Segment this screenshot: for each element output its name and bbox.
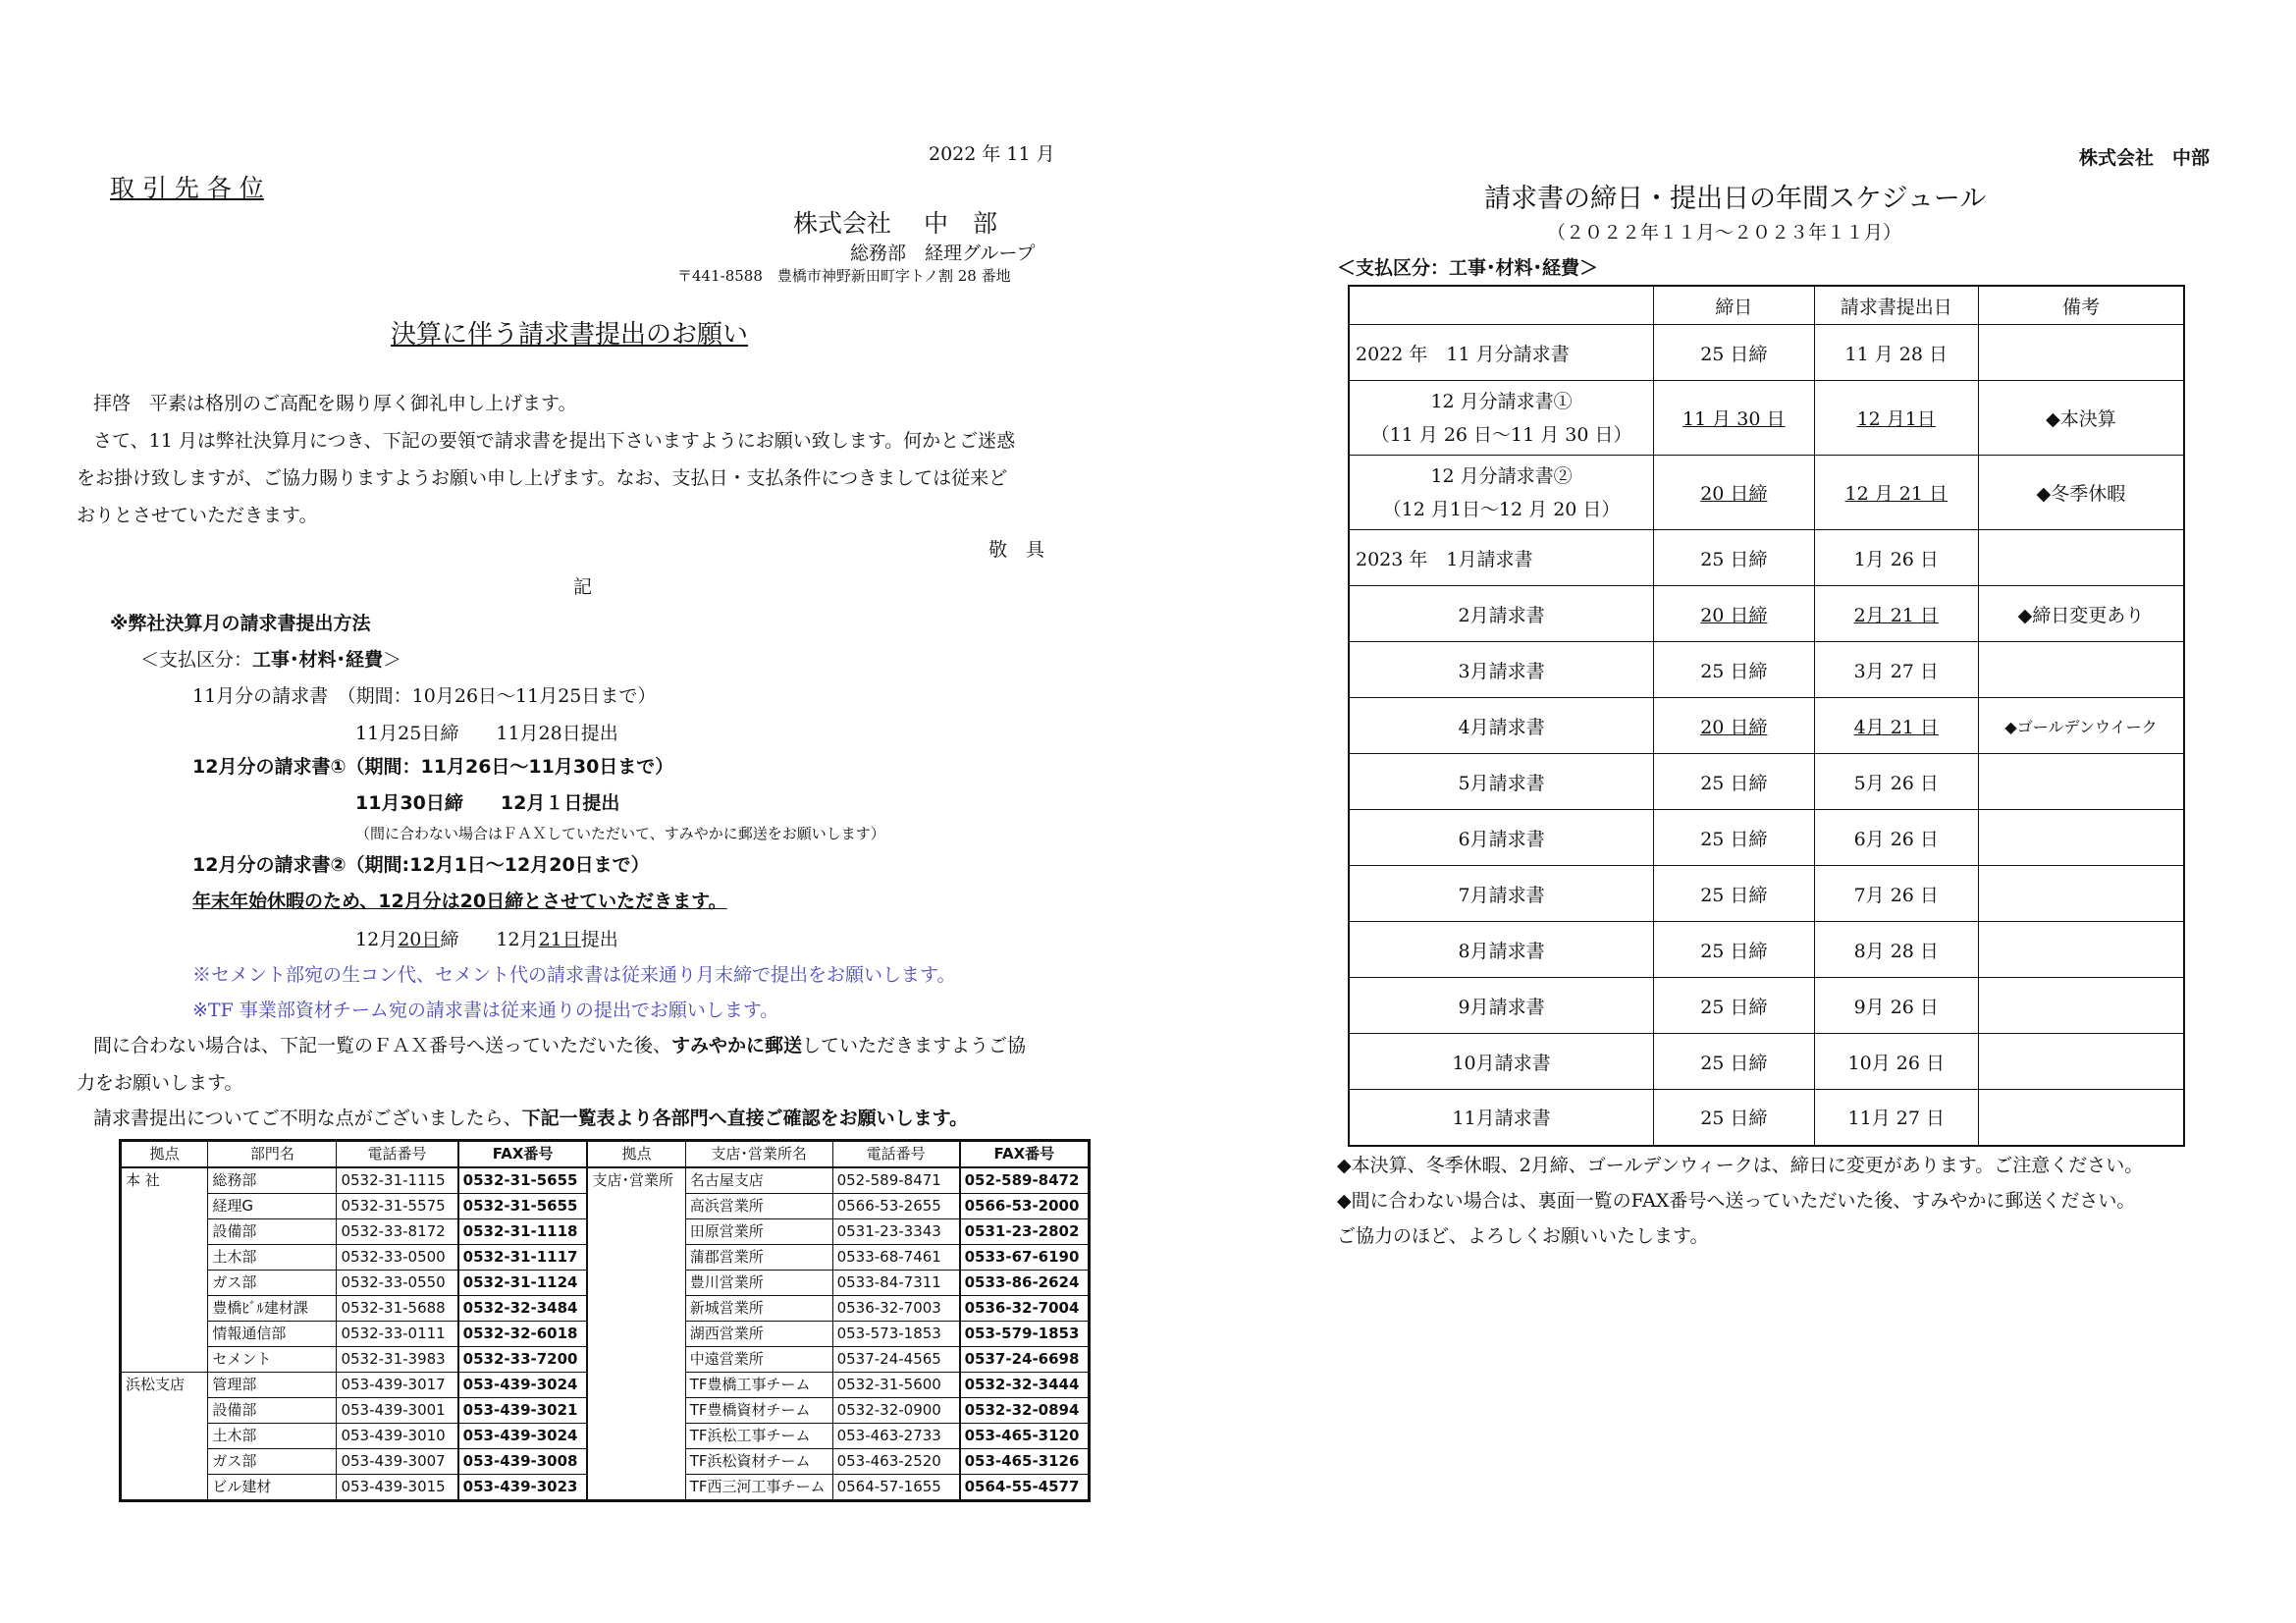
remarks: [1978, 810, 2184, 866]
branch-name: TF浜松資材チーム: [685, 1449, 832, 1475]
schedule-label-main: 12 月分請求書②: [1430, 464, 1573, 487]
close-date: 11 月 30 日: [1682, 408, 1786, 430]
close-date-cell: [1654, 866, 1814, 922]
schedule-label: 3月請求書: [1349, 642, 1654, 698]
submit-date: 11 月 28 日: [1844, 343, 1948, 365]
branch-name: TF西三河工事チーム: [685, 1475, 832, 1501]
header-base: 拠点: [121, 1141, 208, 1168]
schedule-title: 請求書の締日・提出日の年間スケジュール: [1484, 184, 1987, 214]
schedule-category: ＜支払区分：工事･材料･経費＞: [1337, 257, 1599, 279]
schedule-row: [1349, 866, 2184, 922]
close-date: 25 日締: [1700, 1052, 1768, 1074]
header-remarks: 備考: [1978, 286, 2184, 325]
contact-row: [121, 1167, 1090, 1194]
submit-date: 4月 21 日: [1853, 716, 1939, 738]
branch-phone: 0532-31-5600: [832, 1373, 960, 1398]
branch-phone: 053-573-1853: [832, 1322, 960, 1347]
schedule-label: 11月請求書: [1349, 1090, 1654, 1146]
remarks: [1978, 922, 2184, 978]
tf-note: ※TF 事業部資材チーム宛の請求書は従来通りの提出でお願いします。: [192, 1000, 779, 1021]
submit-date: 2月 21 日: [1853, 604, 1939, 626]
recipient-heading: 取 引 先 各 位: [110, 174, 264, 202]
branch-name: 高浜営業所: [685, 1194, 832, 1219]
dept-name: 総務部: [208, 1167, 337, 1194]
close-date: 25 日締: [1700, 884, 1768, 906]
body-paragraph-line2: をお掛け致しますが、ご協力賜りますようお願い申し上げます。なお、支払日・支払条件につきましては従来ど: [77, 467, 1008, 489]
close-date: 25 日締: [1700, 996, 1768, 1018]
branch-phone: 053-463-2520: [832, 1449, 960, 1475]
submit-date: 7月 26 日: [1853, 884, 1939, 906]
schedule-row: [1349, 978, 2184, 1034]
sender-company: 株式会社 中 部: [793, 209, 997, 238]
remarks: [1978, 642, 2184, 698]
schedule-label: 5月請求書: [1349, 754, 1654, 810]
header-submit-date: 請求書提出日: [1814, 286, 1978, 325]
branch-name: 田原営業所: [685, 1219, 832, 1245]
schedule-label: 6月請求書: [1349, 810, 1654, 866]
phone-number: 0532-33-8172: [337, 1219, 458, 1245]
close-date: 25 日締: [1700, 828, 1768, 850]
submit-date-cell: [1814, 810, 1978, 866]
dept-name: ガス部: [208, 1449, 337, 1475]
header-branch: 支店･営業所名: [685, 1141, 832, 1168]
schedule-row: [1349, 698, 2184, 754]
close-date: 25 日締: [1700, 660, 1768, 682]
branch-phone: 0537-24-4565: [832, 1347, 960, 1373]
branch-phone: 0566-53-2655: [832, 1194, 960, 1219]
branch-fax: 0564-55-4577: [960, 1475, 1090, 1501]
close-date-cell: [1654, 642, 1814, 698]
branch-phone: 0564-57-1655: [832, 1475, 960, 1501]
branch-fax: 0537-24-6698: [960, 1347, 1090, 1373]
branch-phone: 0533-68-7461: [832, 1245, 960, 1271]
submit-date: 12 月1日: [1856, 408, 1936, 430]
sender-address: 〒441-8588 豊橋市神野新田町字トノ割 28 番地: [677, 267, 1011, 285]
close-date: 25 日締: [1700, 772, 1768, 794]
dept-name: 経理G: [208, 1194, 337, 1219]
branch-phone: 0536-32-7003: [832, 1296, 960, 1322]
schedule-label: 2023 年 1月請求書: [1349, 530, 1654, 586]
remarks: [1978, 978, 2184, 1034]
fax-number: 053-439-3008: [458, 1449, 588, 1475]
fax-number: 053-439-3024: [458, 1373, 588, 1398]
schedule-label-period: （12 月1日～12 月 20 日）: [1382, 498, 1621, 520]
schedule-header: [1349, 286, 2184, 325]
dept-name: 豊橋ﾋﾞﾙ建材課: [208, 1296, 337, 1322]
branch-name: 湖西営業所: [685, 1322, 832, 1347]
phone-number: 053-439-3017: [337, 1373, 458, 1398]
right-company: 株式会社 中部: [2079, 147, 2211, 169]
schedule-table: [1348, 285, 2185, 1147]
fax-number: 053-439-3023: [458, 1475, 588, 1501]
fax-note: （間に合わない場合はＦＡＸしていただいて、すみやかに郵送をお願いします）: [355, 825, 885, 842]
phone-number: 0532-31-5575: [337, 1194, 458, 1219]
branch-phone: 0532-32-0900: [832, 1398, 960, 1424]
branch-phone: 0533-84-7311: [832, 1271, 960, 1296]
submit-date: 11月 27 日: [1847, 1108, 1945, 1130]
submit-date: 12 月 21 日: [1844, 483, 1948, 505]
dept-name: 土木部: [208, 1424, 337, 1449]
schedule-label: 2月請求書: [1349, 586, 1654, 642]
dept-name: ガス部: [208, 1271, 337, 1296]
remarks: [1978, 1034, 2184, 1090]
remarks: [1978, 325, 2184, 381]
header-fax-2: FAX番号: [960, 1141, 1090, 1168]
phone-number: 0532-33-0500: [337, 1245, 458, 1271]
schedule-label: [1349, 456, 1654, 530]
submit-date: 3月 27 日: [1853, 660, 1939, 682]
branch-fax: 052-589-8472: [960, 1167, 1090, 1194]
submit-date-cell: [1814, 866, 1978, 922]
fax-number: 053-439-3021: [458, 1398, 588, 1424]
greeting-paragraph: 拝啓 平素は格別のご高配を賜り厚く御礼申し上げます。: [93, 393, 577, 414]
close-date-cell: [1654, 698, 1814, 754]
submit-date-cell: [1814, 381, 1978, 456]
dec1-invoice-dates: 11月30日締 12月１日提出: [355, 792, 620, 814]
close-date: 25 日締: [1700, 1108, 1768, 1130]
phone-number: 0532-33-0550: [337, 1271, 458, 1296]
branch-fax: 053-465-3120: [960, 1424, 1090, 1449]
fax-number: 053-439-3024: [458, 1424, 588, 1449]
remarks: [1978, 866, 2184, 922]
close-date-cell: [1654, 922, 1814, 978]
dec2-invoice-period: 12月分の請求書②（期間:12月1日～12月20日まで）: [192, 854, 650, 876]
schedule-label: 4月請求書: [1349, 698, 1654, 754]
branch-fax: 0536-32-7004: [960, 1296, 1090, 1322]
submit-date-cell: [1814, 642, 1978, 698]
submit-date: 10月 26 日: [1847, 1052, 1945, 1074]
ki-mark: 記: [573, 576, 593, 598]
submit-date-cell: [1814, 754, 1978, 810]
branch-name: 蒲郡営業所: [685, 1245, 832, 1271]
base-branches: 支店･営業所: [587, 1167, 685, 1501]
schedule-row: [1349, 754, 2184, 810]
close-date: 25 日締: [1700, 940, 1768, 962]
phone-number: 053-439-3001: [337, 1398, 458, 1424]
nov-invoice-dates: 11月25日締 11月28日提出: [355, 723, 618, 744]
branch-fax: 0566-53-2000: [960, 1194, 1090, 1219]
close-date: 20 日締: [1700, 483, 1768, 505]
submit-date: 8月 28 日: [1853, 940, 1939, 962]
remarks: [1978, 754, 2184, 810]
base-honsha: 本 社: [121, 1167, 208, 1373]
document-title: 決算に伴う請求書提出のお願い: [391, 320, 749, 350]
footnote-1: ◆本決算、冬季休暇、2月締、ゴールデンウィークは、締日に変更があります。ご注意ください。: [1337, 1155, 2144, 1176]
submit-date-cell: [1814, 978, 1978, 1034]
phone-number: 053-439-3007: [337, 1449, 458, 1475]
submit-date-cell: [1814, 456, 1978, 530]
dec2-invoice-dates: 12月20日締 12月21日提出: [355, 929, 618, 950]
document-date: 2022 年 11 月: [929, 143, 1055, 165]
schedule-period: （２０２２年１１月～２０２３年１１月）: [1547, 222, 1902, 243]
header-blank: [1349, 286, 1654, 325]
submit-date-cell: [1814, 530, 1978, 586]
branch-phone: 053-463-2733: [832, 1424, 960, 1449]
submit-date: 6月 26 日: [1853, 828, 1939, 850]
close-date-cell: [1654, 1034, 1814, 1090]
payment-category: ＜支払区分：工事･材料･経費＞: [140, 649, 402, 671]
branch-fax: 053-465-3126: [960, 1449, 1090, 1475]
header-dept: 部門名: [208, 1141, 337, 1168]
nov-invoice-period: 11月分の請求書 （期間：10月26日～11月25日まで）: [192, 685, 657, 707]
holiday-note: 年末年始休暇のため、12月分は20日締とさせていただきます。: [192, 891, 727, 912]
footnote-3: ご協力のほど、よろしくお願いいたします。: [1337, 1225, 1709, 1247]
sender-department: 総務部 経理グループ: [850, 243, 1036, 264]
branch-fax: 053-579-1853: [960, 1322, 1090, 1347]
schedule-row: [1349, 586, 2184, 642]
submit-date: 9月 26 日: [1853, 996, 1939, 1018]
close-date-cell: [1654, 456, 1814, 530]
remarks: ◆ゴールデンウイーク: [1978, 698, 2184, 754]
header-phone: 電話番号: [337, 1141, 458, 1168]
close-date: 25 日締: [1700, 343, 1768, 365]
contact-table-header: [121, 1141, 1090, 1168]
dept-name: セメント: [208, 1347, 337, 1373]
branch-fax: 0533-67-6190: [960, 1245, 1090, 1271]
branch-phone: 052-589-8471: [832, 1167, 960, 1194]
schedule-label-period: （11 月 26 日～11 月 30 日）: [1370, 423, 1632, 446]
late-submission-line2: 力をお願いします。: [77, 1072, 243, 1094]
branch-fax: 0532-32-0894: [960, 1398, 1090, 1424]
schedule-row: [1349, 922, 2184, 978]
schedule-label-main: 12 月分請求書①: [1430, 390, 1573, 412]
schedule-row: [1349, 325, 2184, 381]
header-close-date: 締日: [1654, 286, 1814, 325]
branch-fax: 0533-86-2624: [960, 1271, 1090, 1296]
schedule-label: 9月請求書: [1349, 978, 1654, 1034]
schedule-row: [1349, 1090, 2184, 1146]
fax-number: 0532-31-5655: [458, 1167, 588, 1194]
dept-name: 情報通信部: [208, 1322, 337, 1347]
dec1-invoice-period: 12月分の請求書①（期間：11月26日～11月30日まで）: [192, 756, 674, 778]
submit-date-cell: [1814, 325, 1978, 381]
schedule-row: [1349, 810, 2184, 866]
branch-name: 中遠営業所: [685, 1347, 832, 1373]
schedule-label: [1349, 381, 1654, 456]
body-paragraph-line3: おりとさせていただきます。: [77, 505, 318, 526]
remarks: ◆冬季休暇: [1978, 456, 2184, 530]
schedule-row: [1349, 381, 2184, 456]
close-date-cell: [1654, 325, 1814, 381]
dept-name: 設備部: [208, 1398, 337, 1424]
schedule-row: [1349, 642, 2184, 698]
remarks: [1978, 1090, 2184, 1146]
closing-keigu: 敬 具: [988, 539, 1045, 561]
footnote-2: ◆間に合わない場合は、裏面一覧のFAX番号へ送っていただいた後、すみやかに郵送ください。: [1337, 1190, 2136, 1212]
close-date: 25 日締: [1700, 548, 1768, 570]
schedule-label: 7月請求書: [1349, 866, 1654, 922]
close-date: 20 日締: [1700, 604, 1768, 626]
body-paragraph-line1: さて、11 月は弊社決算月につき、下記の要領で請求書を提出下さいますようにお願い致します。何かとご迷惑: [93, 430, 1016, 452]
contact-table: [119, 1139, 1091, 1502]
cement-note: ※セメント部宛の生コン代、セメント代の請求書は従来通り月末締で提出をお願いします。: [192, 964, 956, 986]
close-date: 20 日締: [1700, 716, 1768, 738]
base-hamamatsu: 浜松支店: [121, 1373, 208, 1501]
dept-name: 土木部: [208, 1245, 337, 1271]
branch-name: TF豊橋資材チーム: [685, 1398, 832, 1424]
fax-number: 0532-31-5655: [458, 1194, 588, 1219]
submit-date-cell: [1814, 698, 1978, 754]
submit-date: 5月 26 日: [1853, 772, 1939, 794]
late-submission-line1: 間に合わない場合は、下記一覧のＦＡＸ番号へ送っていただいた後、すみやかに郵送していただきますようご協: [93, 1035, 1027, 1056]
header-base-2: 拠点: [587, 1141, 685, 1168]
phone-number: 053-439-3015: [337, 1475, 458, 1501]
schedule-row: [1349, 456, 2184, 530]
dept-name: 管理部: [208, 1373, 337, 1398]
dept-name: 設備部: [208, 1219, 337, 1245]
close-date-cell: [1654, 530, 1814, 586]
remarks: ◆本決算: [1978, 381, 2184, 456]
submit-date-cell: [1814, 1034, 1978, 1090]
close-date-cell: [1654, 978, 1814, 1034]
branch-fax: 0532-32-3444: [960, 1373, 1090, 1398]
phone-number: 053-439-3010: [337, 1424, 458, 1449]
fax-number: 0532-31-1118: [458, 1219, 588, 1245]
fax-number: 0532-31-1124: [458, 1271, 588, 1296]
branch-name: 名古屋支店: [685, 1167, 832, 1194]
phone-number: 0532-31-1115: [337, 1167, 458, 1194]
fax-number: 0532-32-3484: [458, 1296, 588, 1322]
fax-number: 0532-31-1117: [458, 1245, 588, 1271]
close-date-cell: [1654, 1090, 1814, 1146]
fax-number: 0532-32-6018: [458, 1322, 588, 1347]
branch-name: 新城営業所: [685, 1296, 832, 1322]
inquiry-line: 請求書提出についてご不明な点がございましたら、下記一覧表より各部門へ直接ご確認をお願いします。: [93, 1108, 969, 1129]
phone-number: 0532-33-0111: [337, 1322, 458, 1347]
remarks: [1978, 530, 2184, 586]
branch-name: TF豊橋工事チーム: [685, 1373, 832, 1398]
close-date-cell: [1654, 810, 1814, 866]
dept-name: ビル建材: [208, 1475, 337, 1501]
branch-name: 豊川営業所: [685, 1271, 832, 1296]
branch-phone: 0531-23-3343: [832, 1219, 960, 1245]
submit-date-cell: [1814, 586, 1978, 642]
phone-number: 0532-31-3983: [337, 1347, 458, 1373]
submit-date-cell: [1814, 922, 1978, 978]
header-fax: FAX番号: [458, 1141, 588, 1168]
schedule-row: [1349, 530, 2184, 586]
method-heading: ※弊社決算月の請求書提出方法: [110, 613, 371, 634]
fax-number: 0532-33-7200: [458, 1347, 588, 1373]
schedule-label: 2022 年 11 月分請求書: [1349, 325, 1654, 381]
close-date-cell: [1654, 381, 1814, 456]
schedule-label: 10月請求書: [1349, 1034, 1654, 1090]
schedule-label: 8月請求書: [1349, 922, 1654, 978]
submit-date: 1月 26 日: [1853, 548, 1939, 570]
submit-date-cell: [1814, 1090, 1978, 1146]
phone-number: 0532-31-5688: [337, 1296, 458, 1322]
close-date-cell: [1654, 754, 1814, 810]
close-date-cell: [1654, 586, 1814, 642]
remarks: ◆締日変更あり: [1978, 586, 2184, 642]
branch-name: TF浜松工事チーム: [685, 1424, 832, 1449]
header-phone-2: 電話番号: [832, 1141, 960, 1168]
schedule-row: [1349, 1034, 2184, 1090]
branch-fax: 0531-23-2802: [960, 1219, 1090, 1245]
